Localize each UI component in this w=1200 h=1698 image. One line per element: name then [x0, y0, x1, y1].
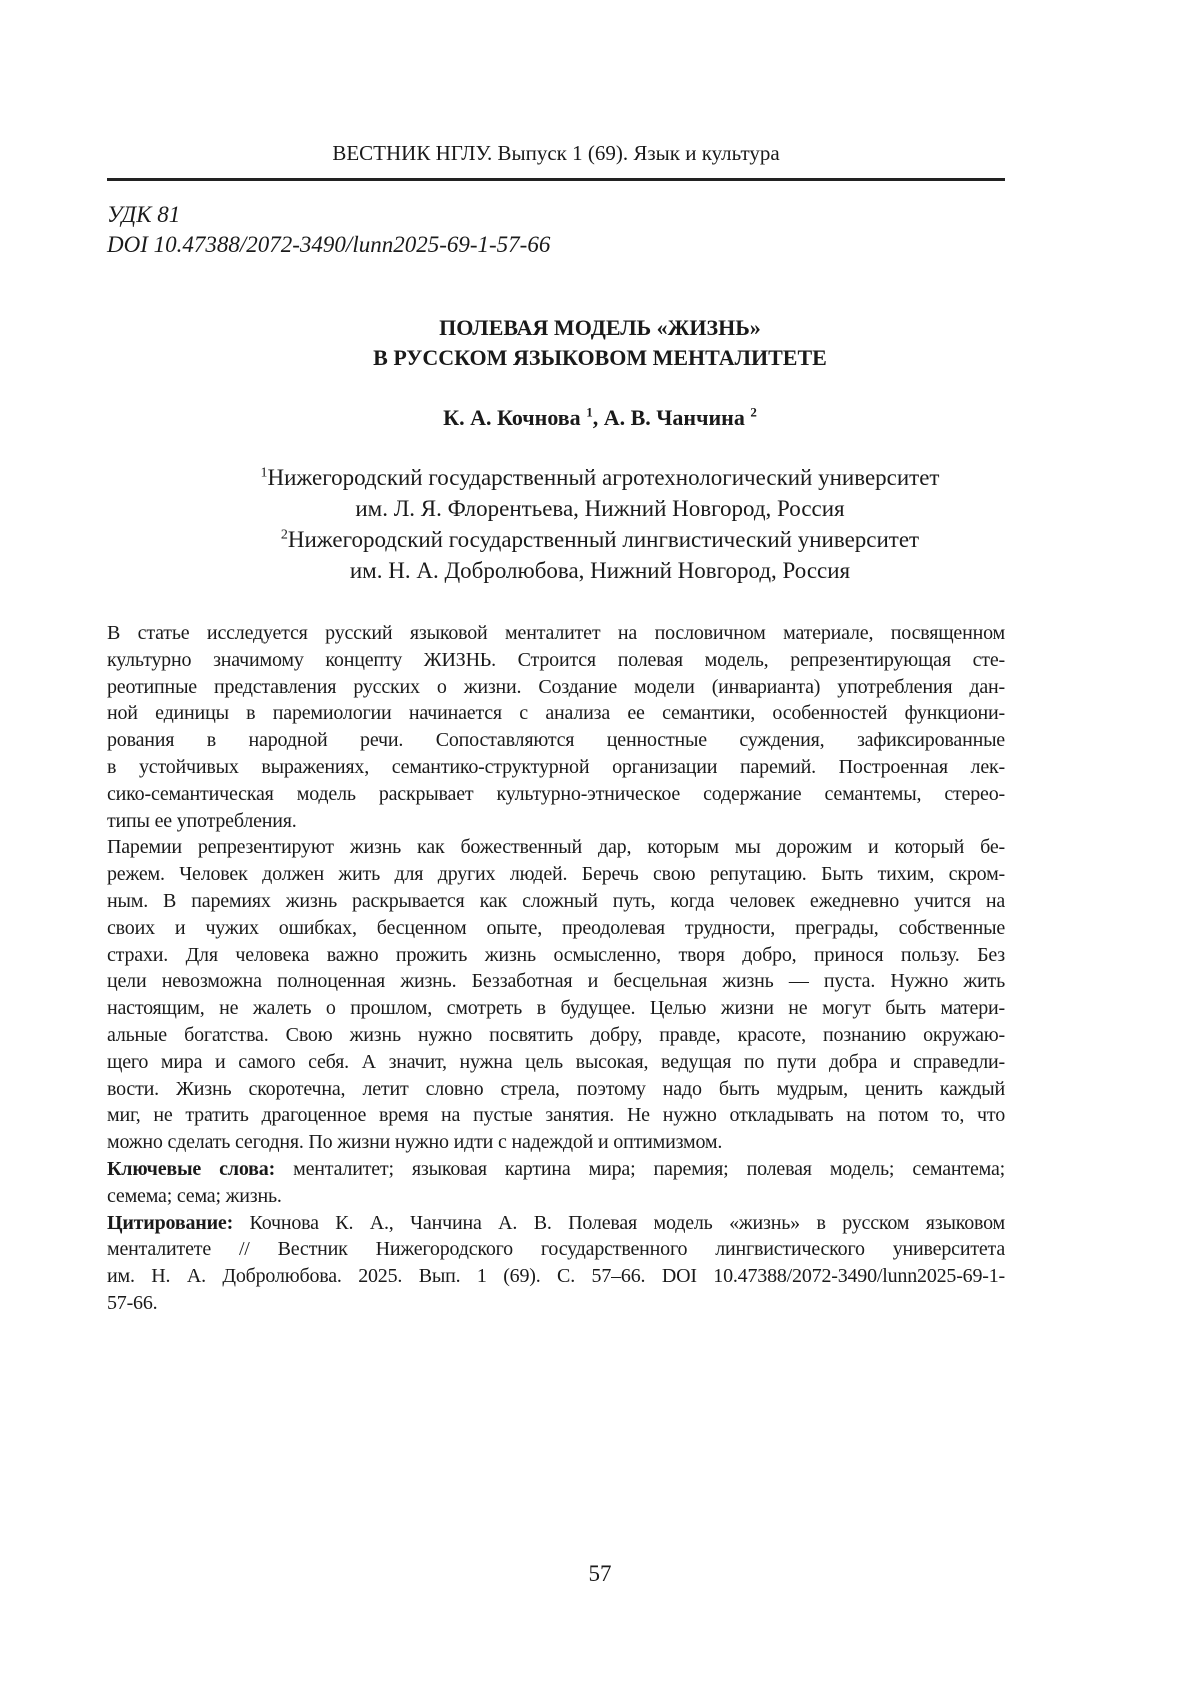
affil-line: Нижегородский государственный лингвистический университет — [288, 527, 919, 552]
title-line: В РУССКОМ ЯЗЫКОВОМ МЕНТАЛИТЕТЕ — [100, 343, 1100, 373]
text-line: ным. В паремиях жизнь раскрывается как сложный путь, когда человек ежедневно учится на — [107, 888, 1005, 915]
text-line: типы ее употребления. — [107, 808, 1005, 835]
author-sup: 2 — [750, 405, 757, 420]
title-line: ПОЛЕВАЯ МОДЕЛЬ «ЖИЗНЬ» — [100, 313, 1100, 343]
text-line: семема; сема; жизнь. — [107, 1183, 1005, 1210]
text-line: Ключевые слова: менталитет; языковая картина мира; паремия; полевая модель; семантема; — [107, 1156, 1005, 1183]
text-line: Цитирование: Кочнова К. А., Чанчина А. В. Полевая модель «жизнь» в русском языковом — [107, 1210, 1005, 1237]
header-rule — [107, 178, 1005, 181]
authors: К. А. Кочнова 1, А. В. Чанчина 2 — [100, 404, 1100, 432]
text-line: им. Н. А. Добролюбова. 2025. Вып. 1 (69). С. 57–66. DOI 10.47388/2072-3490/lunn2025-69-1- — [107, 1263, 1005, 1290]
article-title — [100, 313, 1100, 373]
affil-sup: 2 — [281, 527, 288, 542]
text-line: своих и чужих ошибках, бесценном опыте, преодолевая трудности, преграды, собственные — [107, 915, 1005, 942]
article-meta — [107, 200, 550, 260]
text-line: щего мира и самого себя. А значит, нужна цель высокая, ведущая по пути добра и справедли- — [107, 1049, 1005, 1076]
text-line: рования в народной речи. Сопоставляются ценностные суждения, зафиксированные — [107, 727, 1005, 754]
label: Цитирование: — [107, 1212, 233, 1234]
doi: DOI 10.47388/2072-3490/lunn2025-69-1-57-66 — [107, 230, 550, 260]
citation — [107, 1210, 1005, 1317]
page-number: 57 — [0, 1560, 1200, 1588]
abstract — [107, 620, 1005, 1317]
text-line: режем. Человек должен жить для других людей. Беречь свою репутацию. Быть тихим, скром- — [107, 861, 1005, 888]
author-sup: 1 — [586, 405, 593, 420]
abstract-paragraph — [107, 834, 1005, 1156]
text-line: цели невозможна полноценная жизнь. Беззаботная и бесцельная жизнь — пуста. Нужно жить — [107, 968, 1005, 995]
affil-line: Нижегородский государственный агротехнологический университет — [268, 465, 940, 490]
label: Ключевые слова: — [107, 1158, 275, 1180]
udk: УДК 81 — [107, 200, 550, 230]
affil-line: им. Н. А. Добролюбова, Нижний Новгород, Россия — [100, 555, 1100, 586]
text-line: настоящим, не жалеть о прошлом, смотреть в будущее. Целью жизни не могут быть матери- — [107, 995, 1005, 1022]
text-line: сико-семантическая модель раскрывает культурно-этническое содержание семантемы, стерео- — [107, 781, 1005, 808]
text-line: можно сделать сегодня. По жизни нужно идти с надеждой и оптимизмом. — [107, 1129, 1005, 1156]
text-line: страхи. Для человека важно прожить жизнь осмысленно, творя добро, принося пользу. Без — [107, 942, 1005, 969]
author-name: К. А. Кочнова — [443, 405, 581, 430]
author-name: А. В. Чанчина — [604, 405, 745, 430]
text-line: В статье исследуется русский языковой менталитет на пословичном материале, посвященном — [107, 620, 1005, 647]
keywords — [107, 1156, 1005, 1210]
text-line: вости. Жизнь скоротечна, летит словно стрела, поэтому надо быть мудрым, ценить каждый — [107, 1076, 1005, 1103]
text-line: Паремии репрезентируют жизнь как божественный дар, которым мы дорожим и который бе- — [107, 834, 1005, 861]
text-line: менталитете // Вестник Нижегородского государственного лингвистического университета — [107, 1236, 1005, 1263]
abstract-paragraph — [107, 620, 1005, 834]
affiliations — [100, 462, 1100, 586]
running-header: ВЕСТНИК НГЛУ. Выпуск 1 (69). Язык и культура — [107, 140, 1005, 166]
text-line: альные богатства. Свою жизнь нужно посвятить добру, правде, красоте, познанию окружаю- — [107, 1022, 1005, 1049]
text-line: 57-66. — [107, 1290, 1005, 1317]
text-line: культурно значимому концепту ЖИЗНЬ. Строится полевая модель, репрезентирующая сте- — [107, 647, 1005, 674]
text-line: ной единицы в паремиологии начинается с анализа ее семантики, особенностей функциони- — [107, 700, 1005, 727]
text-line: в устойчивых выражениях, семантико-структурной организации паремий. Построенная лек- — [107, 754, 1005, 781]
affil-line: им. Л. Я. Флорентьева, Нижний Новгород, Россия — [100, 493, 1100, 524]
affil-sup: 1 — [261, 465, 268, 480]
text-line: миг, не тратить драгоценное время на пустые занятия. Не нужно откладывать на потом то, что — [107, 1102, 1005, 1129]
text-line: реотипные представления русских о жизни. Создание модели (инварианта) употребления дан- — [107, 674, 1005, 701]
